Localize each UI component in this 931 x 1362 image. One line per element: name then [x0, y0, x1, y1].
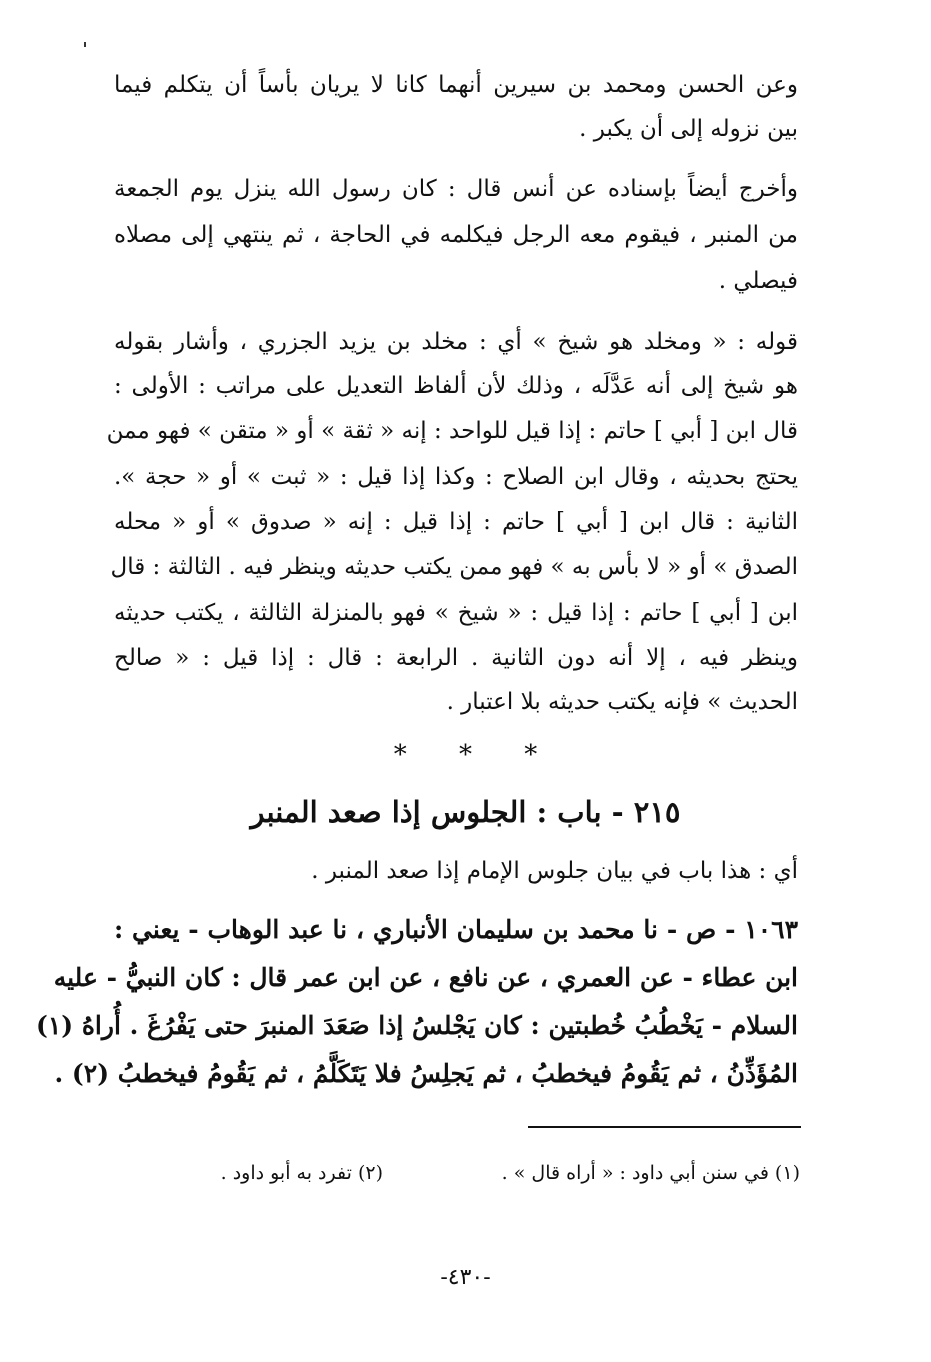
hadith-line: ١٠٦٣ - ص - نا محمد بن سليمان الأنباري ، نا عبد الوهاب - يعني :: [114, 915, 798, 944]
footnote-1: (١) في سنن أبي داود : « أراه قال » .: [501, 1162, 800, 1184]
body-line: بين نزوله إلى أن يكبر .: [579, 116, 798, 142]
separator-star: *: [459, 740, 472, 770]
body-line: قوله : « ومخلد هو شيخ » أي : مخلد بن يزيد الجزري ، وأشار بقوله: [114, 329, 798, 355]
footnote-rule: [528, 1126, 801, 1128]
body-line: الصدق » أو « لا بأس به » فهو ممن يكتب حديثه وينظر فيه . الثالثة : قال: [110, 554, 798, 580]
separator-star: *: [393, 740, 407, 770]
margin-mark: [84, 42, 86, 47]
chapter-intro: أي : هذا باب في بيان جلوس الإمام إذا صعد المنبر .: [311, 858, 798, 884]
body-line: الحديث » فإنه يكتب حديثه بلا اعتبار .: [446, 689, 798, 715]
body-line: وينظر فيه ، إلا أنه دون الثانية . الرابعة : قال : إذا قيل : « صالح: [114, 645, 798, 671]
body-line: هو شيخ إلى أنه عَدَّلَه ، وذلك لأن ألفاظ التعديل على مراتب : الأولى :: [114, 373, 798, 399]
body-line: وعن الحسن ومحمد بن سيرين أنهما كانا لا يريان بأساً أن يتكلم فيما: [114, 72, 798, 98]
page-number: -٤٣٠-: [440, 1265, 491, 1290]
footnote-2: (٢) تفرد به أبو داود .: [220, 1162, 383, 1184]
body-line: قال ابن [ أبي ] حاتم : إذا قيل للواحد : إنه « ثقة » أو « متقن » فهو ممن: [106, 418, 798, 444]
section-separator: [0, 740, 931, 780]
body-line: الثانية : قال ابن [ أبي ] حاتم : إذا قيل : إنه « صدوق » أو « محله: [114, 509, 798, 535]
separator-star: *: [524, 740, 538, 770]
body-line: وأخرج أيضاً بإسناده عن أنس قال : كان رسول الله ينزل يوم الجمعة: [114, 176, 798, 202]
chapter-heading: ٢١٥ - باب : الجلوس إذا صعد المنبر: [250, 795, 681, 829]
body-line: ابن [ أبي ] حاتم : إذا قيل : « شيخ » فهو بالمنزلة الثالثة ، يكتب حديثه: [114, 600, 798, 626]
body-line: من المنبر ، فيقوم معه الرجل فيكلمه في الحاجة ، ثم ينتهي إلى مصلاه: [114, 222, 798, 248]
hadith-line: ابن عطاء - عن العمري ، عن نافع ، عن ابن عمر قال : كان النبيُّ - عليه: [53, 963, 798, 992]
body-line: يحتج بحديثه ، وقال ابن الصلاح : وكذا إذا قيل : « ثبت » أو « حجة ».: [114, 464, 798, 490]
hadith-line: السلام - يَخْطُبُ خُطبتين : كان يَجْلسُ إذا صَعَدَ المنبرَ حتى يَفْرُغَ . أُراهُ (١): [36, 1011, 798, 1040]
body-line: فيصلي .: [718, 268, 798, 294]
hadith-line: المُؤَذِّنُ ، ثم يَقُومُ فيخطبُ ، ثم يَجلِسُ فلا يَتَكَلَّمُ ، ثم يَقُومُ فيخطبُ (٢) .: [54, 1059, 798, 1088]
